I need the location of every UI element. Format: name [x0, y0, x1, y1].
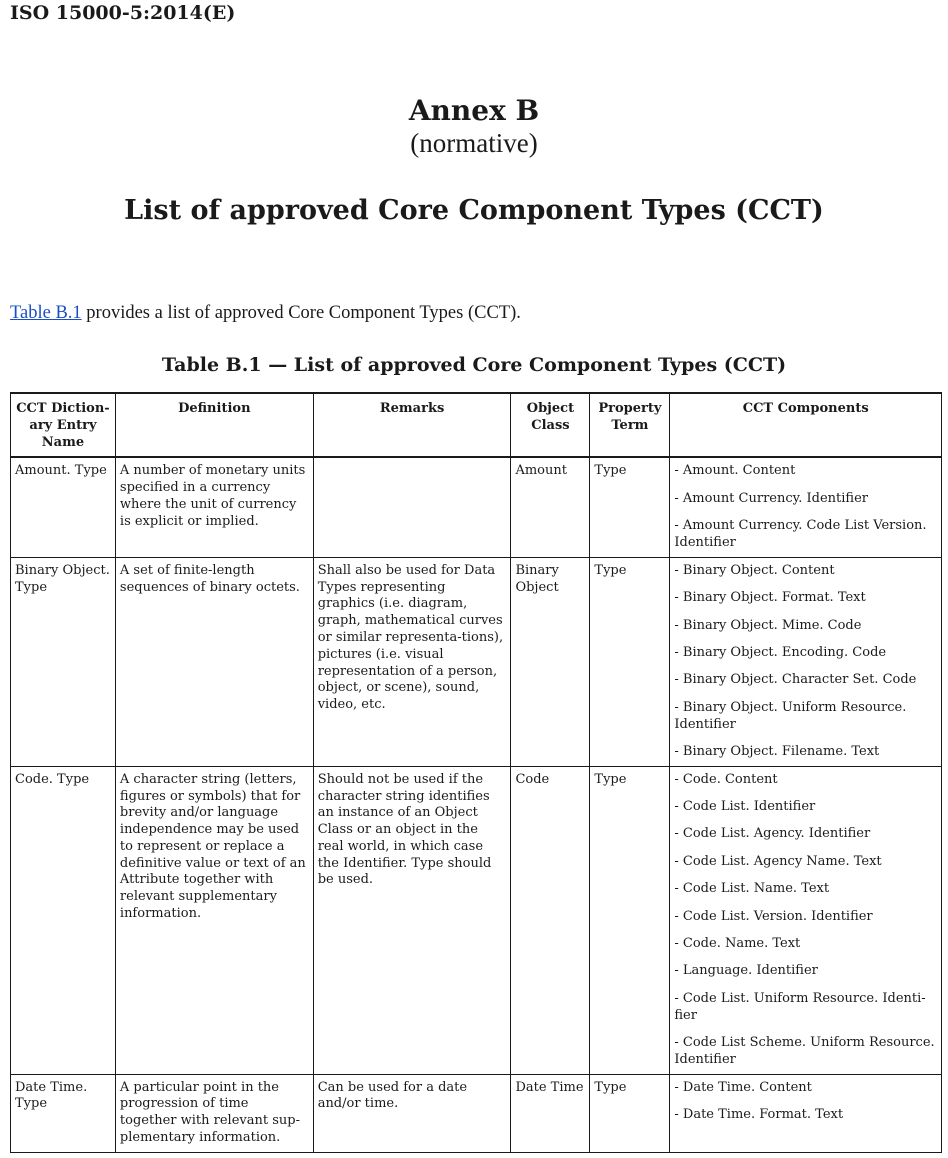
- component-item: - Code List Scheme. Uniform Resource. Identifier: [674, 1035, 935, 1067]
- component-item: - Code List. Name. Text: [674, 881, 830, 897]
- cell-remarks: Shall also be used for Data Types representing graphics (i.e. diagram, graph, mathematical curves or similar representa-tions), pictures (i.e. visual representation of a person, object, or scene), sound, video, etc.: [313, 557, 511, 766]
- component-item: - Code List. Uniform Resource. Identi-fier: [674, 990, 926, 1023]
- cell-object-class: Amount: [511, 457, 590, 557]
- cell-components: [670, 557, 942, 766]
- table-body: [11, 457, 942, 1152]
- cell-object-class: Binary Object: [511, 557, 590, 766]
- cell-definition: A particular point in the progression of time together with relevant sup-plementary information.: [115, 1074, 313, 1152]
- cell-object-class: Date Time: [511, 1074, 590, 1152]
- table-row: [11, 766, 942, 1074]
- cell-entry-name: Code. Type: [11, 766, 116, 1074]
- cell-property-term: Type: [590, 557, 670, 766]
- cell-definition: A character string (letters, figures or symbols) that for brevity and/or language independence may be used to represent or replace a definitive value or text of an Attribute together with relevant supplementary information.: [115, 766, 313, 1074]
- component-item: - Binary Object. Mime. Code: [674, 617, 862, 633]
- table-row: [11, 557, 942, 766]
- component-item: - Amount Currency. Identifier: [674, 490, 869, 506]
- component-item: - Binary Object. Filename. Text: [674, 743, 880, 759]
- annex-subtitle: (normative): [410, 128, 538, 158]
- cell-components: [670, 1074, 942, 1152]
- component-item: - Amount Currency. Code List Version. Identifier: [674, 518, 927, 550]
- cell-object-class: Code: [511, 766, 590, 1074]
- component-item: - Code. Name. Text: [674, 936, 801, 952]
- table-caption: Table B.1 — List of approved Core Component Types (CCT): [161, 354, 787, 376]
- component-item: - Date Time. Format. Text: [674, 1107, 844, 1122]
- component-item: - Code List. Agency. Identifier: [674, 826, 871, 842]
- intro-text: provides a list of approved Core Component Types (CCT).: [81, 303, 521, 323]
- intro-paragraph: [10, 303, 521, 324]
- component-item: - Code. Content: [674, 771, 778, 787]
- component-item: - Language. Identifier: [674, 963, 818, 979]
- component-item: - Code List. Agency Name. Text: [674, 853, 882, 869]
- col-header-object-class: Object Class: [511, 393, 590, 457]
- cell-definition: A set of finite-length sequences of binary octets.: [115, 557, 313, 766]
- cell-entry-name: Amount. Type: [11, 457, 116, 557]
- table-b1-link[interactable]: Table B.1: [10, 303, 82, 323]
- cell-entry-name: Date Time. Type: [11, 1074, 116, 1152]
- col-header-remarks: Remarks: [313, 393, 511, 457]
- cct-table: [10, 392, 942, 1153]
- component-item: - Code List. Version. Identifier: [674, 908, 873, 924]
- document-id: ISO 15000-5:2014(E): [10, 2, 236, 24]
- cell-property-term: Type: [590, 766, 670, 1074]
- cell-property-term: Type: [590, 1074, 670, 1152]
- annex-main-title: List of approved Core Component Types (CCT): [124, 195, 824, 226]
- cell-definition: A number of monetary units specified in a currency where the unit of currency is explicit or implied.: [115, 457, 313, 557]
- component-item: - Binary Object. Character Set. Code: [674, 672, 917, 688]
- cell-remarks: Should not be used if the character string identifies an instance of an Object Class or an object in the real world, in which case the Identifier. Type should be used.: [313, 766, 511, 1074]
- component-item: - Binary Object. Content: [674, 562, 835, 578]
- cell-components: [670, 766, 942, 1074]
- annex-title: Annex B: [408, 94, 540, 127]
- col-header-entry-name: CCT Diction-ary Entry Name: [11, 393, 116, 457]
- col-header-definition: Definition: [115, 393, 313, 457]
- col-header-components: CCT Components: [670, 393, 942, 457]
- cell-property-term: Type: [590, 457, 670, 557]
- component-item: - Amount. Content: [674, 463, 796, 479]
- component-item: - Binary Object. Uniform Resource. Identifier: [674, 699, 907, 732]
- component-item: - Code List. Identifier: [674, 799, 816, 815]
- component-item: - Binary Object. Format. Text: [674, 590, 866, 606]
- cell-remarks: [313, 457, 511, 557]
- table-header-row: [11, 393, 942, 457]
- table-row: [11, 457, 942, 557]
- table-row: [11, 1074, 942, 1152]
- cell-entry-name: Binary Object. Type: [11, 557, 116, 766]
- cell-remarks: Can be used for a date and/or time.: [313, 1074, 511, 1152]
- component-item: - Binary Object. Encoding. Code: [674, 644, 887, 660]
- component-item: - Date Time. Content: [674, 1079, 812, 1095]
- cell-components: [670, 457, 942, 557]
- col-header-property-term: Property Term: [590, 393, 670, 457]
